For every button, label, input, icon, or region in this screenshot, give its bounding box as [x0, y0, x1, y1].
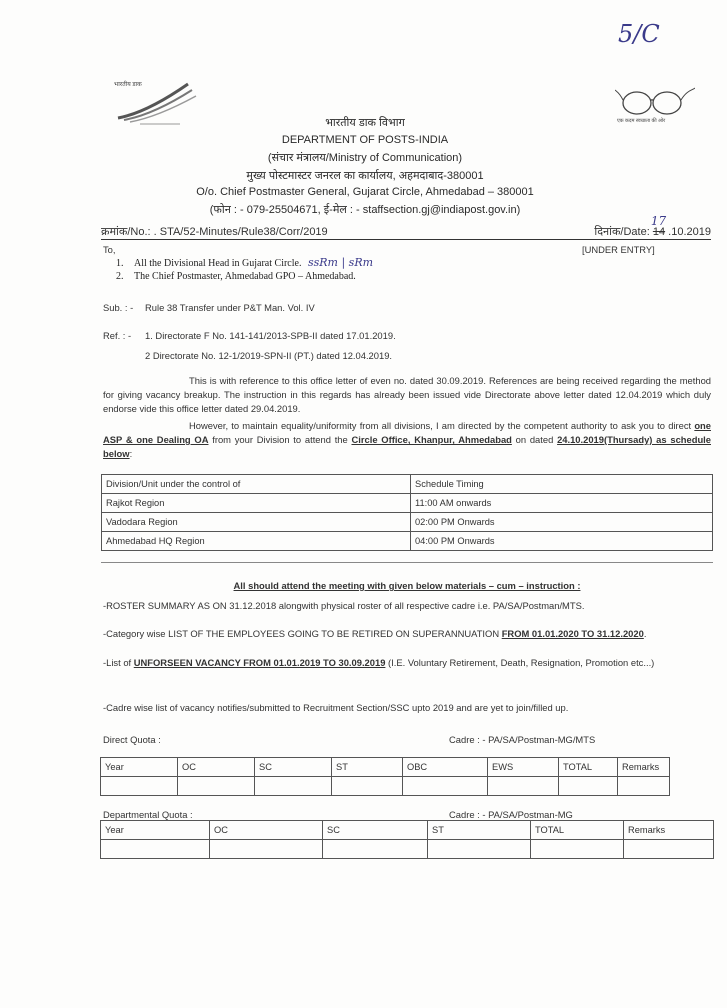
recipients [116, 256, 373, 283]
swachh-bharat-caption: एक कदम स्वच्छता की ओर [617, 118, 666, 124]
instruction-2: -Category wise LIST OF THE EMPLOYEES GOING TO BE RETIRED ON SUPERANNUATION FROM 01.01.2020 TO 31.12.2020. [103, 628, 647, 639]
materials-heading: All should attend the meeting with given below materials – cum – instruction : [233, 580, 581, 591]
reference-1: 1. Directorate F No. 141-141/2013-SPB-II dated 17.01.2019. [145, 330, 396, 341]
paragraph-1: This is with reference to this office letter of even no. dated 30.09.2019. References are being received regarding the method for giving vacancy breakup. The instruction in this regards has already been issued vide Directorate above letter dated 12.04.2019 which duly endorse vide this office letter dated 29.04.2019. [103, 375, 711, 414]
attendees-emphasis: one ASP & one Dealing OA [103, 420, 711, 445]
office-hindi: मुख्य पोस्टमास्टर जनरल का कार्यालय, अहमदाबाद-380001 [246, 170, 484, 182]
references: Ref. : - 1. Directorate F No. 141-141/2013-SPB-II dated 17.01.2019. 2 Directorate No. 12-1/2019-SPN-II (PT.) dated 12.04.2019. [103, 330, 396, 361]
instruction-4: -Cadre wise list of vacancy notifies/submitted to Recruitment Section/SSC upto 2019 and are yet to join/filled up. [103, 702, 569, 713]
dept-hindi: भारतीय डाक विभाग [325, 117, 405, 129]
departmental-quota-table [100, 820, 714, 859]
handwritten-corner-note: 5/C [618, 20, 660, 48]
table-row: Rajkot Region 11:00 AM onwards [102, 494, 713, 513]
table-row [101, 777, 670, 796]
table-row: Division/Unit under the control of Schedule Timing [102, 475, 713, 494]
table-row: Year OC SC ST OBC EWS TOTAL Remarks [101, 758, 670, 777]
handwritten-date-digit: 17 [650, 214, 667, 228]
direct-quota-label: Direct Quota : [103, 734, 161, 745]
ref-no-label: क्रमांक/No.: . [101, 226, 157, 238]
direct-quota-table [100, 757, 670, 796]
departmental-quota-cadre: Cadre : - PA/SA/Postman-MG [449, 809, 573, 820]
contact: (फोन : - 079-25504671, ई-मेल : - staffsection.gj@indiapost.gov.in) [209, 204, 521, 216]
divider [101, 562, 713, 563]
direct-quota-cadre: Cadre : - PA/SA/Postman-MG/MTS [449, 734, 596, 745]
to-label: To, [103, 244, 116, 255]
ministry: (संचार मंत्रालय/Ministry of Communication) [267, 152, 463, 164]
swachh-bharat-logo [615, 86, 695, 126]
paragraph-2: However, to maintain equality/uniformity from all divisions, I am directed by the competent authority to ask you to direct one ASP & one Dealing OA from your Division to attend the Circle Office, Khanpur, Ahmedabad on dated 24.10.2019(Thursady) as schedule below: [103, 420, 711, 459]
date-value: .10.2019 [668, 226, 711, 238]
table-row [101, 840, 714, 859]
table-row: Ahmedabad HQ Region 04:00 PM Onwards [102, 532, 713, 551]
table-row: Year OC SC ST TOTAL Remarks [101, 821, 714, 840]
swachh-bharat-glasses-icon [615, 86, 695, 120]
ref-date [594, 214, 711, 239]
ref-number-line [101, 214, 711, 240]
instruction-3: -List of UNFORSEEN VACANCY FROM 01.01.2019 TO 30.09.2019 (I.E. Voluntary Retirement, Death, Resignation, Promotion etc...) [103, 657, 655, 668]
venue-emphasis: Circle Office, Khanpur, Ahmedabad [351, 434, 512, 445]
under-entry: [UNDER ENTRY] [582, 244, 655, 255]
recipient-1: 1. All the Divisional Head in Gujarat Circle. ssRm | sRm [116, 256, 374, 269]
subject: Sub. : - Rule 38 Transfer under P&T Man. Vol. IV [103, 302, 315, 313]
ref-no-value: STA/52-Minutes/Rule38/Corr/2019 [159, 226, 328, 238]
recipient-2: 2. The Chief Postmaster, Ahmedabad GPO – Ahmedabad. [116, 271, 356, 282]
departmental-quota-label: Departmental Quota : [103, 809, 193, 820]
dept-english: DEPARTMENT OF POSTS-INDIA [281, 134, 449, 146]
schedule-table [101, 474, 713, 551]
instruction-1: -ROSTER SUMMARY AS ON 31.12.2018 alongwith physical roster of all respective cadre i.e. PA/SA/Postman/MTS. [103, 600, 585, 611]
date-struck-day: 14 [652, 226, 666, 238]
date-label: दिनांक/Date: [594, 226, 650, 238]
meeting-date-emphasis: 24.10.2019(Thursady) as schedule below [103, 434, 711, 459]
office-english: O/o. Chief Postmaster General, Gujarat Circle, Ahmedabad – 380001 [196, 186, 534, 198]
reference-2: 2 Directorate No. 12-1/2019-SPN-II (PT.) dated 12.04.2019. [145, 350, 393, 361]
india-post-logo-caption: भारतीय डाक [114, 82, 142, 88]
letterhead [110, 116, 620, 218]
handwritten-initials: ssRm | sRm [307, 256, 374, 269]
table-row: Vadodara Region 02:00 PM Onwards [102, 513, 713, 532]
